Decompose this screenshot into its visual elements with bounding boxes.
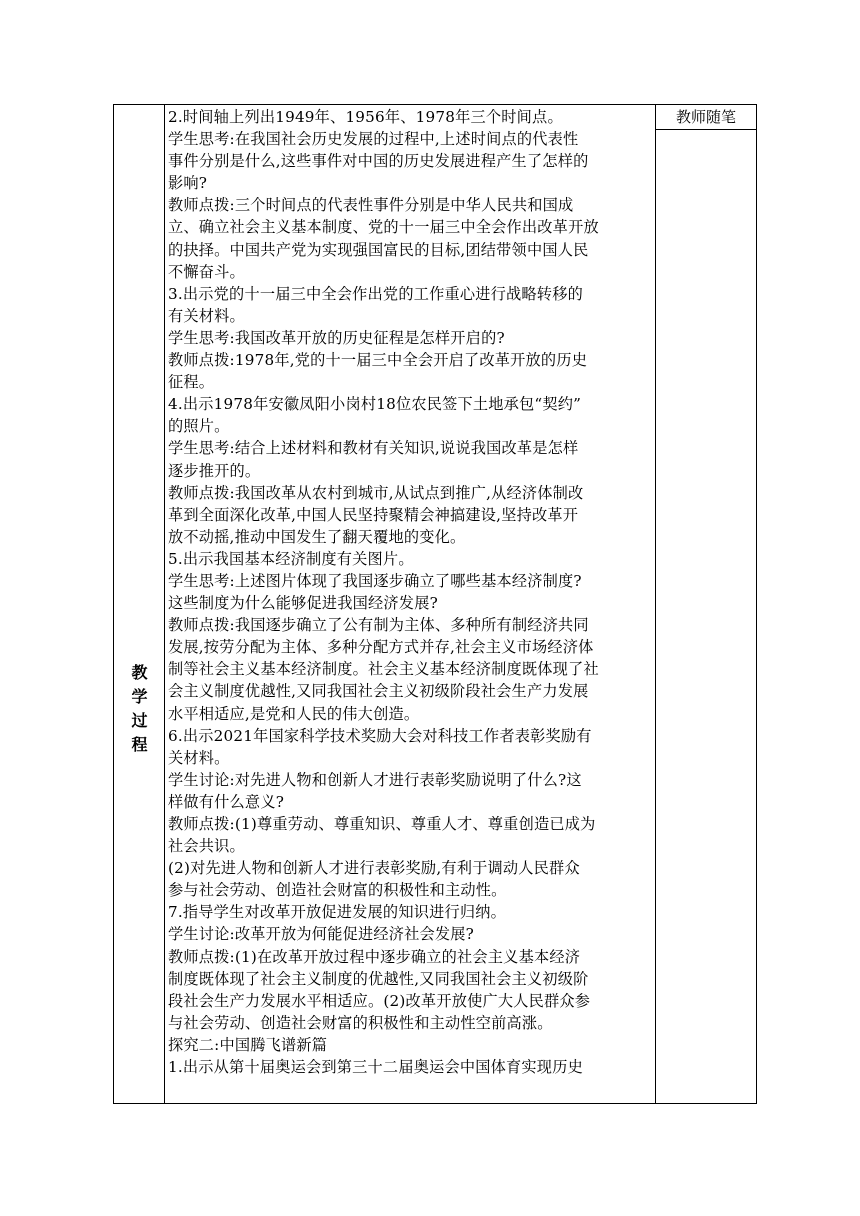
content-line: 学生思考:上述图片体现了我国逐步确立了哪些基本经济制度? (168, 571, 582, 590)
content-line: 5.出示我国基本经济制度有关图片。 (168, 549, 414, 568)
content-line: 教师点拨:(1)尊重劳动、尊重知识、尊重人才、尊重创造已成为 (168, 815, 596, 833)
content-line: 样做有什么意义? (168, 792, 285, 811)
content-line: 有关材料。 (168, 306, 245, 325)
content-line: 征程。 (168, 373, 215, 392)
content-line: 教师点拨:我国改革从农村到城市,从试点到推广,从经济体制改 (168, 483, 584, 502)
content-line: 段社会生产力发展水平相适应。(2)改革开放使广大人民群众参 (168, 991, 591, 1010)
content-line: 学生思考:结合上述材料和教材有关知识,说说我国改革是怎样 (168, 439, 579, 458)
content-line: 制度既体现了社会主义制度的优越性,又同我国社会主义初级阶 (168, 969, 589, 988)
content-line: 的抉择。中国共产党为实现强国富民的目标,团结带领中国人民 (168, 240, 589, 259)
teacher-notes-column (656, 105, 756, 1103)
content-line: 会主义制度优越性,又同我国社会主义初级阶段社会生产力发展 (168, 682, 589, 701)
content-line: 4.出示1978年安徽凤阳小岗村18位农民签下土地承包“契约” (168, 395, 582, 414)
content-column (165, 105, 656, 1103)
content-line: (2)对先进人物和创新人才进行表彰奖励,有利于调动人民群众 (168, 859, 580, 878)
section-label-char: 学 (131, 687, 148, 706)
content-line: 的照片。 (168, 417, 230, 436)
content-line: 学生讨论:改革开放为何能促进经济社会发展? (168, 925, 475, 944)
content-line: 参与社会劳动、创造社会财富的积极性和主动性。 (168, 881, 507, 900)
content-line: 立、确立社会主义基本制度、党的十一届三中全会作出改革开放 (168, 218, 599, 237)
content-line: 放不动摇,推动中国发生了翻天覆地的变化。 (168, 527, 466, 546)
content-line: 与社会劳动、创造社会财富的积极性和主动性空前高涨。 (168, 1013, 553, 1032)
content-line: 制等社会主义基本经济制度。社会主义基本经济制度既体现了社 (168, 660, 599, 679)
content-line: 水平相适应,是党和人民的伟大创造。 (168, 704, 420, 723)
content-line: 6.出示2021年国家科学技术奖励大会对科技工作者表彰奖励有 (168, 726, 592, 745)
content-line: 教师点拨:(1)在改革开放过程中逐步确立的社会主义基本经济 (168, 947, 581, 966)
content-line: 革到全面深化改革,中国人民坚持聚精会神搞建设,坚持改革开 (168, 505, 579, 524)
content-line: 这些制度为什么能够促进我国经济发展? (168, 594, 438, 613)
content-line: 1.出示从第十届奥运会到第三十二届奥运会中国体育实现历史 (168, 1058, 583, 1077)
content-line: 不懈奋斗。 (168, 262, 245, 281)
content-line: 学生思考:在我国社会历史发展的过程中,上述时间点的代表性 (168, 130, 579, 149)
content-line: 教师点拨:我国逐步确立了公有制为主体、多种所有制经济共同 (168, 616, 589, 635)
content-line: 教师点拨:三个时间点的代表性事件分别是中华人民共和国成 (168, 196, 574, 215)
section-label-column (114, 105, 165, 1103)
content-line: 学生思考:我国改革开放的历史征程是怎样开启的? (168, 328, 505, 347)
section-label-char: 过 (131, 711, 148, 730)
content-line: 影响? (168, 174, 208, 193)
content-line: 教师点拨:1978年,党的十一届三中全会开启了改革开放的历史 (168, 351, 588, 370)
content-line: 2.时间轴上列出1949年、1956年、1978年三个时间点。 (168, 108, 563, 126)
section-label-char: 教 (131, 663, 148, 682)
content-line: 社会共识。 (168, 837, 245, 856)
content-line: 关材料。 (168, 748, 230, 767)
section-label-teaching-process (114, 661, 165, 757)
content-line: 探究二:中国腾飞谱新篇 (168, 1035, 328, 1054)
content-line: 事件分别是什么,这些事件对中国的历史发展进程产生了怎样的 (168, 152, 589, 171)
content-line: 3.出示党的十一届三中全会作出党的工作重心进行战略转移的 (168, 284, 583, 303)
lesson-table (113, 104, 757, 1104)
section-label-char: 程 (131, 735, 148, 754)
content-line: 学生讨论:对先进人物和创新人才进行表彰奖励说明了什么?这 (168, 770, 582, 789)
content-line: 逐步推开的。 (168, 461, 261, 480)
content-line: 7.指导学生对改革开放促进发展的知识进行归纳。 (168, 903, 507, 922)
teacher-notes-header: 教师随笔 (656, 105, 756, 130)
content-line: 发展,按劳分配为主体、多种分配方式并存,社会主义市场经济体 (168, 638, 594, 657)
content-text (165, 105, 655, 1078)
